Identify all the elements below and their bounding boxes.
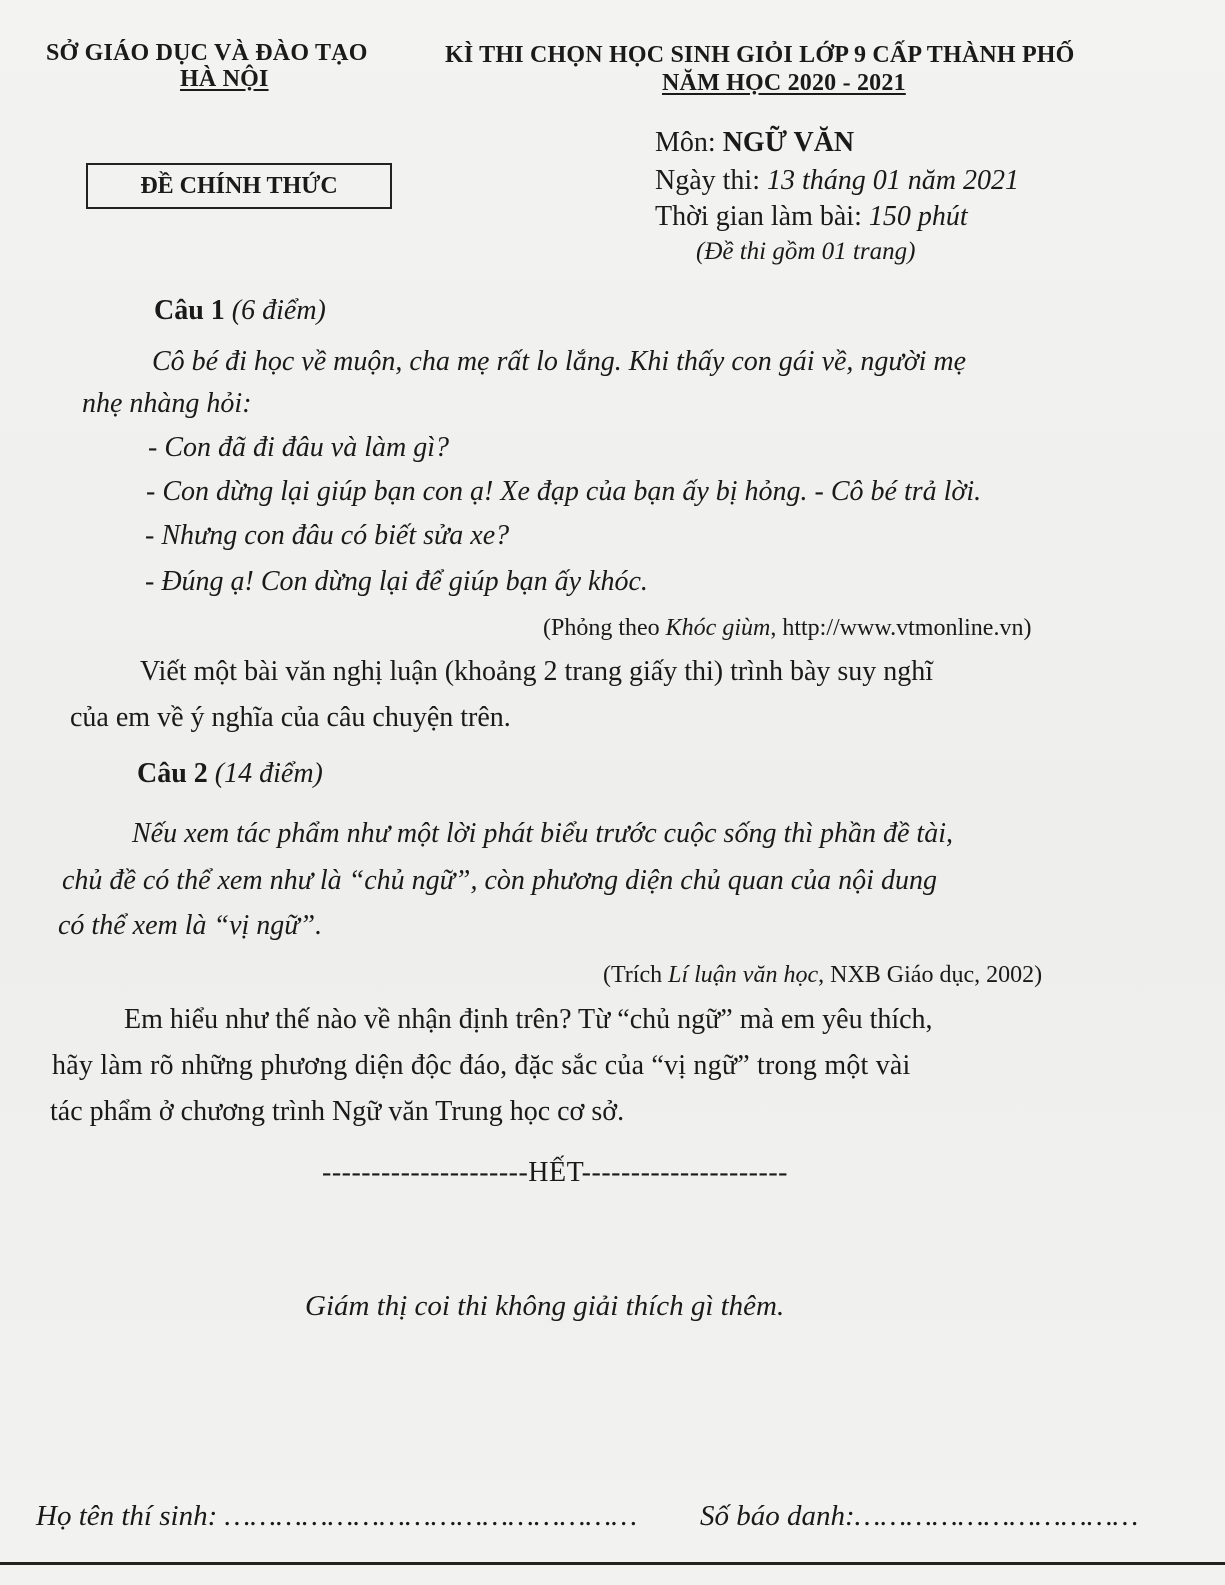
page-count-note: (Đề thi gồm 01 trang) (696, 238, 916, 265)
story-line: Cô bé đi học về muộn, cha mẹ rất lo lắng. Khi thấy con gái về, người mẹ (152, 346, 967, 377)
story-line: nhẹ nhàng hỏi: (82, 388, 252, 419)
question-1-source (543, 615, 1031, 642)
story-line: - Con đã đi đâu và làm gì? (148, 432, 449, 463)
date-value: 13 tháng 01 năm 2021 (767, 165, 1019, 196)
candidate-id-field (700, 1500, 1138, 1533)
source-title: Lí luận văn học (668, 962, 819, 988)
department-name: SỞ GIÁO DỤC VÀ ĐÀO TẠO (46, 40, 368, 66)
duration-line (655, 201, 968, 233)
source-suffix: , http://www.vtmonline.vn) (770, 615, 1032, 641)
exam-title: KÌ THI CHỌN HỌC SINH GIỎI LỚP 9 CẤP THÀNH PHỐ (445, 42, 1075, 68)
question-2-points: (14 điểm) (214, 758, 323, 789)
question-2-prompt-line: hãy làm rõ những phương diện độc đáo, đặc sắc của “vị ngữ” trong một vài (52, 1050, 911, 1081)
time-value: 150 phút (868, 201, 968, 232)
time-label: Thời gian làm bài: (655, 201, 869, 232)
story-line: - Con dừng lại giúp bạn con ạ! Xe đạp của bạn ấy bị hỏng. - Cô bé trả lời. (146, 476, 982, 507)
story-line: - Đúng ạ! Con dừng lại để giúp bạn ấy khóc. (145, 566, 648, 597)
source-suffix: , NXB Giáo dục, 2002) (818, 962, 1043, 988)
story-line: - Nhưng con đâu có biết sửa xe? (145, 520, 510, 551)
source-title: Khóc giùm (665, 615, 771, 641)
question-2-prompt-line: Em hiểu như thế nào về nhận định trên? Từ “chủ ngữ” mà em yêu thích, (124, 1004, 933, 1035)
question-2-prompt-line: tác phẩm ở chương trình Ngữ văn Trung học cơ sở. (50, 1096, 625, 1127)
candidate-name-label: Họ tên thí sinh: (36, 1500, 225, 1532)
question-2-source (603, 962, 1042, 989)
question-2-heading (137, 758, 323, 790)
question-1-title: Câu 1 (154, 295, 225, 326)
question-1-points: (6 điểm) (231, 295, 326, 326)
quote-line: có thể xem là “vị ngữ”. (58, 910, 323, 941)
quote-line: Nếu xem tác phẩm như một lời phát biểu trước cuộc sống thì phần đề tài, (132, 818, 953, 849)
question-1-heading (154, 295, 326, 327)
quote-line: chủ đề có thể xem như là “chủ ngữ”, còn phương diện chủ quan của nội dung (62, 865, 937, 896)
end-marker: ---------------------HẾT--------------------- (322, 1157, 788, 1188)
candidate-name-dots: ………………………………………… (224, 1500, 638, 1532)
question-1-prompt-line: của em về ý nghĩa của câu chuyện trên. (70, 702, 511, 733)
department-city: HÀ NỘI (180, 66, 269, 92)
candidate-id-label: Số báo danh: (700, 1500, 855, 1532)
subject-label: Môn: (655, 127, 723, 158)
page-bottom-border (0, 1562, 1225, 1565)
proctor-note: Giám thị coi thi không giải thích gì thêm. (305, 1290, 785, 1322)
date-label: Ngày thi: (655, 165, 767, 196)
question-2-title: Câu 2 (137, 758, 208, 789)
official-exam-badge: ĐỀ CHÍNH THỨC (86, 163, 392, 209)
subject-value: NGỮ VĂN (722, 127, 855, 158)
candidate-name-field (36, 1500, 637, 1533)
exam-year: NĂM HỌC 2020 - 2021 (662, 70, 906, 96)
source-prefix: (Phỏng theo (543, 615, 666, 641)
exam-date-line (655, 165, 1019, 197)
source-prefix: (Trích (603, 962, 669, 988)
question-1-prompt-line: Viết một bài văn nghị luận (khoảng 2 trang giấy thi) trình bày suy nghĩ (140, 656, 934, 687)
subject-line (655, 127, 854, 159)
candidate-id-dots: …………………………… (854, 1500, 1139, 1532)
